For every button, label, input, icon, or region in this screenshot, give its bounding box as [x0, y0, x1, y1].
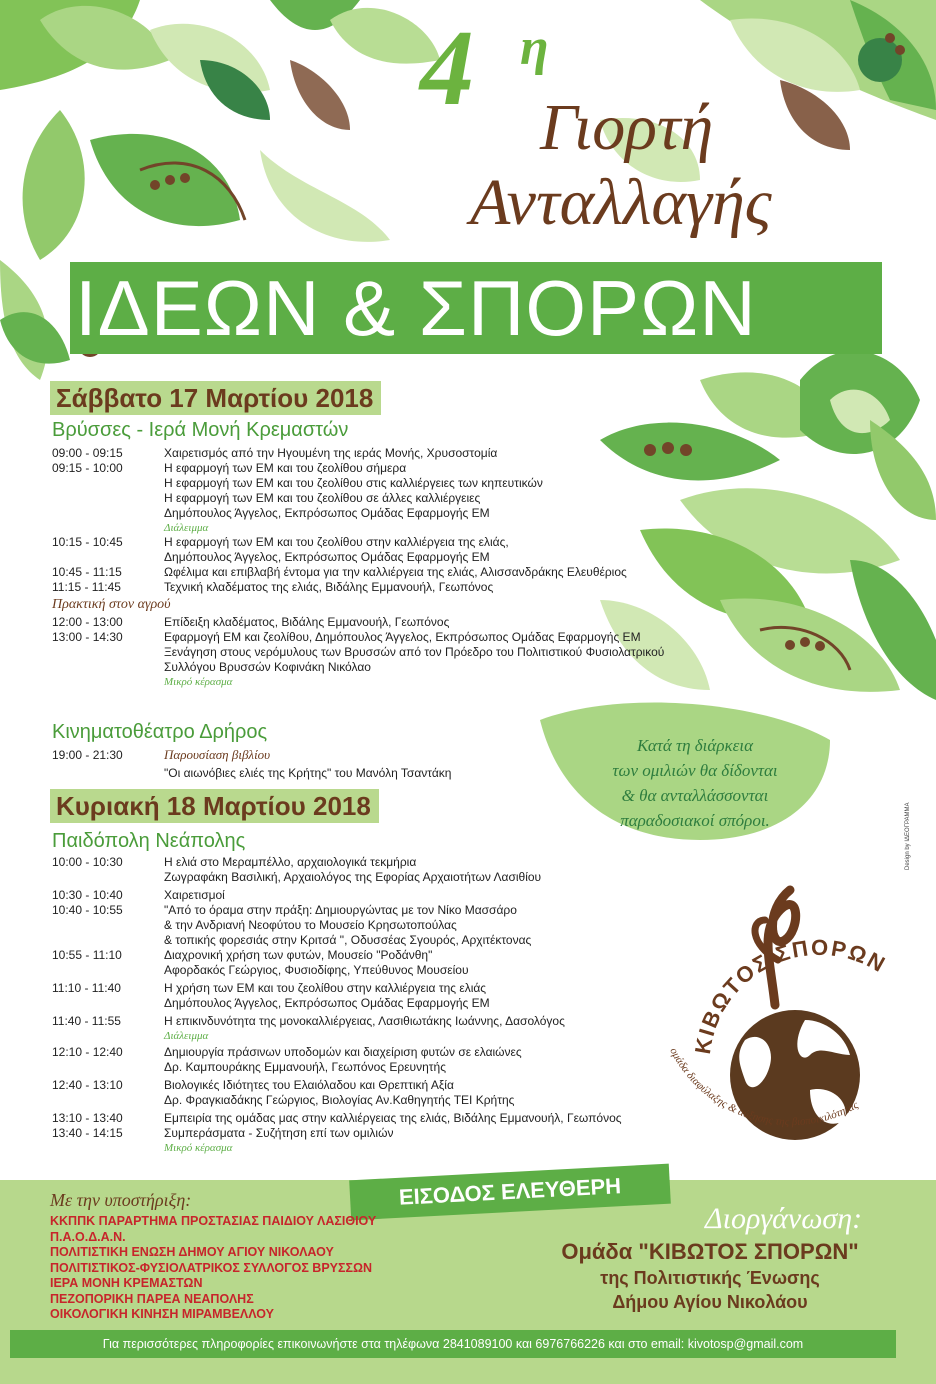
organizer-line-1: Ομάδα "ΚΙΒΩΤΟΣ ΣΠΟΡΩΝ"	[561, 1239, 859, 1264]
time-label: 19:00 - 21:30	[52, 748, 123, 762]
contact-footer: Για περισσότερες πληροφορίες επικοινωνήστε στα τηλέφωνα 2841089100 και 6976766226 και στο email: kivotosp@gmail.com	[10, 1330, 896, 1358]
refreshment-label: Μικρό κέρασμα	[164, 676, 233, 688]
schedule-row	[0, 446, 936, 461]
refreshment-label: Μικρό κέρασμα	[164, 1142, 233, 1154]
saturday-header: Σάββατο 17 Μαρτίου 2018	[50, 381, 381, 415]
session-text: "Από το όραμα στην πράξη: Δημιουργώντας με τον Νίκο Μασσάρο	[164, 903, 517, 917]
title-number: 4	[420, 9, 474, 128]
schedule-row	[0, 660, 936, 675]
break-label: Διάλειμμα	[164, 522, 209, 534]
schedule-row	[0, 855, 936, 870]
title-superscript: η	[520, 19, 549, 76]
time-label: 11:15 - 11:45	[52, 580, 121, 594]
practice-label: Πρακτική στον αγρού	[52, 597, 171, 612]
support-item: ΟΙΚΟΛΟΓΙΚΗ ΚΙΝΗΣΗ ΜΙΡΑΜΒΕΛΛΟΥ	[50, 1307, 274, 1321]
schedule-row	[0, 461, 936, 476]
book-title: "Οι αιωνόβιες ελιές της Κρήτης" του Μανόλη Τσαντάκη	[164, 766, 452, 780]
saturday-schedule	[0, 446, 936, 689]
schedule-row	[0, 645, 936, 660]
support-item: ΙΕΡΑ ΜΟΝΗ ΚΡΕΜΑΣΤΩΝ	[50, 1276, 203, 1290]
time-label: 11:40 - 11:55	[52, 1014, 121, 1028]
kivotos-sporon-logo	[650, 870, 930, 1170]
support-title: Με την υποστήριξη:	[50, 1190, 192, 1210]
session-text: Η εφαρμογή των ΕΜ και του ζεολίθου στις καλλιέργειες των κηπευτικών	[164, 476, 543, 490]
designer-credit: Design by ΙΔΕΟΓΡΑΜΜΑ	[905, 802, 911, 870]
schedule-row	[0, 476, 936, 491]
session-text: Δημόπουλος Άγγελος, Εκπρόσωπος Ομάδας Εφαρμογής ΕΜ	[164, 550, 490, 564]
sunday-header: Κυριακή 18 Μαρτίου 2018	[50, 789, 379, 823]
time-label: 13:00 - 14:30	[52, 630, 123, 644]
session-text: Η εφαρμογή των ΕΜ και του ζεολίθου σήμερα	[164, 461, 407, 475]
time-label: 09:00 - 09:15	[52, 446, 123, 460]
schedule-row	[0, 630, 936, 645]
session-text: Βιολογικές Ιδιότητες του Ελαιόλαδου και Θρεπτική Αξία	[164, 1078, 454, 1092]
session-text: Η επικινδυνότητα της μονοκαλλιέργειας, Λασιθιωτάκης Ιωάννης, Δασολόγος	[164, 1014, 565, 1028]
support-item: Π.Α.Ο.Δ.Α.Ν.	[50, 1229, 126, 1244]
organizer-title: Διοργάνωση:	[705, 1202, 863, 1235]
session-text: Εφαρμογή ΕΜ και ζεολίθου, Δημόπουλος Άγγελος, Εκπρόσωπος Ομάδας Εφαρμογής ΕΜ	[164, 630, 641, 644]
session-text: & τοπικής φορεσιάς στην Κριτσά ", Οδυσσέας Σγουρός, Αρχιτέκτονας	[164, 933, 532, 947]
break-label: Διάλειμμα	[164, 1030, 209, 1042]
practice-row	[0, 595, 936, 615]
seeds-note-line: των ομιλιών θα δίδονται	[612, 761, 778, 780]
schedule-row	[0, 506, 936, 521]
time-label: 12:40 - 13:10	[52, 1078, 123, 1092]
session-text: Δημιουργία πράσινων υποδομών και διαχείριση φυτών σε ελαιώνες	[164, 1045, 522, 1059]
schedule-row	[0, 615, 936, 630]
logo-top-textpath: ΚΙΒΩΤΟΣ ΣΠΟΡΩΝ	[689, 934, 891, 1056]
support-item: ΠΟΛΙΤΙΣΤΙΚΟΣ-ΦΥΣΙΟΛΑΤΡΙΚΟΣ ΣΥΛΛΟΓΟΣ ΒΡΥΣΣΩΝ	[50, 1260, 373, 1275]
title-line-1: Γιορτή	[540, 91, 714, 164]
title-banner-text: ΙΔΕΩΝ & ΣΠΟΡΩΝ	[75, 264, 757, 352]
session-text: Η χρήση των ΕΜ και του ζεολίθου στην καλλιέργεια της ελιάς	[164, 981, 487, 995]
seeds-note-line: παραδοσιακοί σπόροι.	[620, 811, 770, 830]
time-label: 11:10 - 11:40	[52, 981, 121, 995]
refreshment-row	[0, 675, 936, 689]
session-text: Δρ. Φραγκιαδάκης Γεώργιος, Βιολογίας Αν.Καθηγητής ΤΕΙ Κρήτης	[164, 1093, 515, 1107]
organizer-line-3: Δήμου Αγίου Νικολάου	[612, 1292, 808, 1312]
session-text: Δρ. Καμπουράκης Εμμανουήλ, Γεωπόνος Ερευνητής	[164, 1060, 446, 1074]
session-text: & την Ανδριανή Νεοφύτου το Μουσείο Κρησωτοπούλας	[164, 918, 457, 932]
seeds-note-line: Κατά τη διάρκεια	[636, 736, 753, 755]
support-item: ΠΕΖΟΠΟΡΙΚΗ ΠΑΡΕΑ ΝΕΑΠΟΛΗΣ	[50, 1291, 254, 1306]
time-label: 12:10 - 12:40	[52, 1045, 123, 1059]
time-label: 13:40 - 14:15	[52, 1126, 123, 1140]
session-text: Χαιρετισμοί	[164, 888, 225, 902]
time-label: 10:00 - 10:30	[52, 855, 123, 869]
schedule-row	[0, 565, 936, 580]
session-text: Χαιρετισμός από την Ηγουμένη της ιεράς Μονής, Χρυσοστομία	[164, 446, 498, 460]
session-text: Η ελιά στο Μεραμπέλλο, αρχαιολογικά τεκμήρια	[164, 855, 417, 869]
saturday-venue-2: Κινηματοθέατρο Δρήρος	[52, 721, 268, 743]
sunday-venue: Παιδόπολη Νεάπολης	[52, 830, 246, 852]
session-text: Ωφέλιμα και επιβλαβή έντομα για την καλλιέργεια της ελιάς, Αλισσανδράκης Ελευθέριος	[164, 565, 627, 579]
book-label: Παρουσίαση βιβλίου	[164, 747, 271, 762]
saturday-venue-1: Βρύσσες - Ιερά Μονή Κρεμαστών	[52, 419, 349, 441]
session-text: Δημόπουλος Άγγελος, Εκπρόσωπος Ομάδας Εφαρμογής ΕΜ	[164, 996, 490, 1010]
time-label: 10:55 - 11:10	[52, 948, 122, 962]
break-row	[0, 521, 936, 535]
free-entry-text: ΕΙΣΟΔΟΣ ΕΛΕΥΘΕΡΗ	[398, 1173, 622, 1210]
time-label: 10:45 - 11:15	[52, 565, 122, 579]
session-text: Η εφαρμογή των ΕΜ και του ζεολίθου στην καλλιέργεια της ελιάς,	[164, 535, 509, 549]
session-text: Επίδειξη κλαδέματος, Βιδάλης Εμμανουήλ, Γεωπόνος	[164, 615, 450, 629]
session-text: Εμπειρία της ομάδας μας στην καλλιέργειας της ελιάς, Βιδάλης Εμμανουήλ, Γεωπόνος	[164, 1111, 622, 1125]
time-label: 12:00 - 13:00	[52, 615, 123, 629]
support-item: ΚΚΠΠΚ ΠΑΡΑΡΤΗΜΑ ΠΡΟΣΤΑΣΙΑΣ ΠΑΙΔΙΟΥ ΛΑΣΙΘΙΟΥ	[50, 1214, 377, 1228]
session-text: Αφορδακός Γεώργιος, Φυσιοδίφης, Υπεύθυνος Μουσείου	[164, 963, 469, 977]
session-text: Συμπεράσματα - Συζήτηση επί των ομιλιών	[164, 1126, 394, 1140]
session-text: Τεχνική κλαδέματος της ελιάς, Βιδάλης Εμμανουήλ, Γεωπόνος	[164, 580, 494, 594]
seeds-note	[560, 733, 830, 833]
schedule-row	[0, 535, 936, 550]
schedule-row	[0, 491, 936, 506]
logo-bottom-textpath: ομάδα διαφύλαξης & αύξησης της βιοποικιλότητας	[667, 1045, 861, 1129]
time-label: 09:15 - 10:00	[52, 461, 123, 475]
organizer-block	[500, 1238, 920, 1314]
support-item: ΠΟΛΙΤΙΣΤΙΚΗ ΕΝΩΣΗ ΔΗΜΟΥ ΑΓΙΟΥ ΝΙΚΟΛΑΟΥ	[50, 1245, 334, 1259]
time-label: 10:15 - 10:45	[52, 535, 123, 549]
time-label: 10:30 - 10:40	[52, 888, 123, 902]
seeds-note-line: & θα ανταλλάσσονται	[621, 786, 769, 805]
time-label: 10:40 - 10:55	[52, 903, 123, 917]
session-text: Συλλόγου Βρυσσών Κοφινάκη Νικόλαο	[164, 660, 371, 674]
support-list	[50, 1214, 376, 1323]
title-line-2: Ανταλλαγής	[470, 166, 772, 239]
session-text: Ζωγραφάκη Βασιλική, Αρχαιολόγος της Εφορίας Αρχαιοτήτων Λασιθίου	[164, 870, 542, 884]
schedule-row	[0, 580, 936, 595]
time-label: 13:10 - 13:40	[52, 1111, 123, 1125]
session-text: Δημόπουλος Άγγελος, Εκπρόσωπος Ομάδας Εφαρμογής ΕΜ	[164, 506, 490, 520]
schedule-row	[0, 550, 936, 565]
session-text: Η εφαρμογή των ΕΜ και του ζεολίθου σε άλλες καλλιέργειες	[164, 491, 481, 505]
session-text: Ξενάγηση στους νερόμυλους των Βρυσσών από τον Πρόεδρο του Πολιτιστικού Φυσιολατρικού	[164, 645, 665, 659]
session-text: Διαχρονική χρήση των φυτών, Μουσείο "Ροδάνθη"	[164, 948, 433, 962]
organizer-line-2: της Πολιτιστικής Ένωσης	[600, 1268, 820, 1288]
